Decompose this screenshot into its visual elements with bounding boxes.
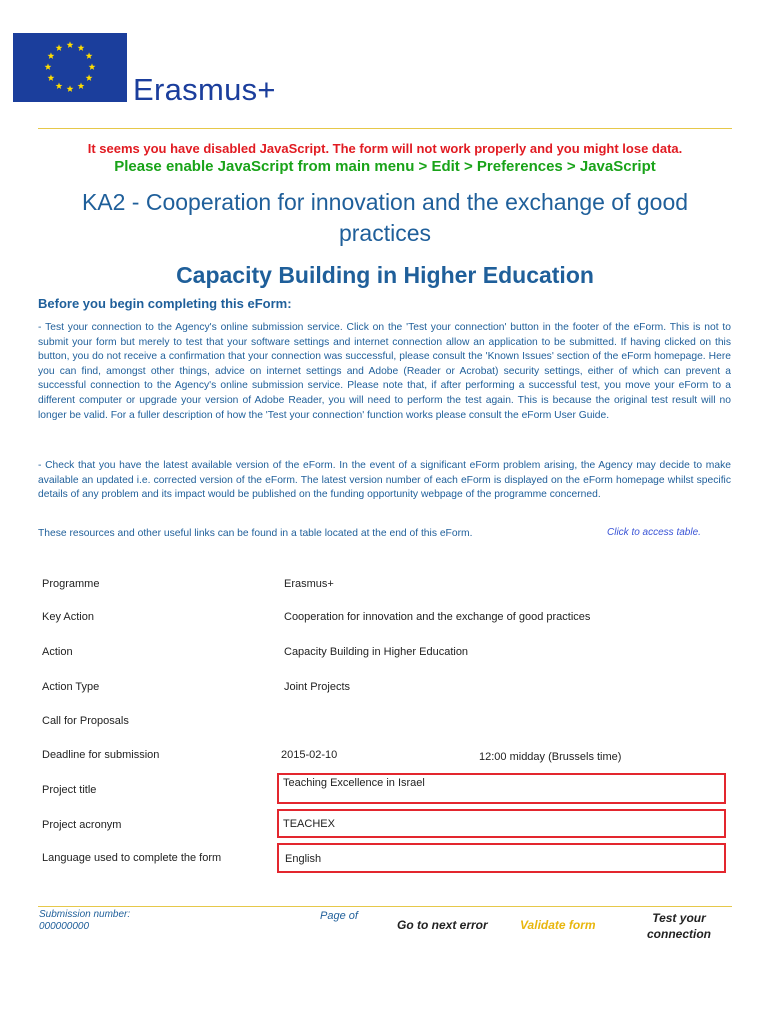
- submission-number-value: 000000000: [39, 921, 90, 932]
- javascript-disabled-warning: It seems you have disabled JavaScript. The form will not work properly and you might lose data.: [87, 141, 683, 156]
- deadline-label: Deadline for submission: [42, 749, 160, 761]
- deadline-time: 12:00 midday (Brussels time): [479, 751, 622, 763]
- programme-value: Erasmus+: [284, 578, 334, 590]
- eu-star-icon: [78, 44, 85, 51]
- eu-star-icon: [67, 85, 74, 92]
- eu-star-icon: [89, 63, 96, 70]
- javascript-enable-instructions: Please enable JavaScript from main menu > Edit > Preferences > JavaScript: [114, 158, 656, 175]
- footer-divider: [38, 906, 732, 907]
- intro-heading: Before you begin completing this eForm:: [38, 296, 292, 311]
- eu-star-icon: [67, 41, 74, 48]
- intro-paragraph-test-connection: - Test your connection to the Agency's online submission service. Click on the 'Test your connection' button in the footer of the eForm. This is not to submit your form but merely to test that your software settings and internet connection allow an application to be submitted. If having clicked on this button, you do not receive a confirmation that your connection was successful, please consult the 'Known Issues' section of the eForm homepage. Here you can find, amongst other things, advice on internet settings and Adobe (Reader or Acrobat) security settings, either of which can prevent a successful connection to the Agency's online submission service. Please note that, if after performing a successful test, you move your eForm to a different computer or upgrade your version of Adobe Reader, you will need to perform the test again. This is because the original test result will no longer be valid. For a fuller description of how the 'Test your connection' function works please consult the eForm User Guide.: [38, 322, 731, 421]
- action-label: Action: [42, 646, 73, 658]
- project-title-field[interactable]: Teaching Excellence in Israel: [277, 773, 726, 804]
- erasmus-brand: Erasmus+: [133, 72, 276, 107]
- action-type-value: Joint Projects: [284, 681, 351, 693]
- test-connection-button[interactable]: [636, 910, 722, 942]
- eu-star-icon: [86, 74, 93, 81]
- submission-number-label: Submission number:: [39, 909, 131, 920]
- top-divider: [38, 128, 732, 129]
- eu-stars-icon: [13, 33, 127, 102]
- key-action-value: Cooperation for innovation and the exchange of good practices: [284, 611, 591, 623]
- validate-form-button[interactable]: Validate form: [520, 918, 596, 932]
- deadline-date: 2015-02-10: [281, 749, 338, 761]
- action-type-label: Action Type: [42, 681, 100, 693]
- eu-star-icon: [48, 52, 55, 59]
- project-title-label: Project title: [42, 784, 97, 796]
- key-action-label: Key Action: [42, 611, 94, 623]
- language-select[interactable]: English: [277, 843, 726, 873]
- project-acronym-label: Project acronym: [42, 819, 122, 831]
- eu-star-icon: [56, 82, 63, 89]
- programme-label: Programme: [42, 578, 100, 590]
- eu-star-icon: [78, 82, 85, 89]
- intro-paragraph-latest-version: - Check that you have the latest available version of the eForm. In the event of a significant eForm problem arising, the Agency may decide to make available an updated i.e. corrected version of the eForm. The latest version number of each eForm is displayed on the eForm homepage whilst specific details of any problem and its impact would be published on the funding opportunity webpage of the programme concerned.: [38, 460, 731, 501]
- go-to-next-error-button[interactable]: Go to next error: [397, 918, 488, 932]
- eu-star-icon: [86, 52, 93, 59]
- eu-star-icon: [48, 74, 55, 81]
- test-connection-label-line2: connection: [646, 927, 711, 941]
- call-for-proposals-label: Call for Proposals: [42, 715, 129, 727]
- project-acronym-field[interactable]: TEACHEX: [277, 809, 726, 838]
- access-table-link[interactable]: Click to access table.: [607, 527, 701, 538]
- page-indicator: Page of: [320, 910, 358, 922]
- action-value: Capacity Building in Higher Education: [284, 646, 469, 658]
- submission-number: [39, 909, 130, 933]
- test-connection-label-line1: Test your: [652, 911, 706, 925]
- eu-star-icon: [56, 44, 63, 51]
- language-label: Language used to complete the form: [42, 852, 222, 864]
- resources-note: These resources and other useful links can be found in a table located at the end of this eForm.: [38, 528, 473, 539]
- page-title: KA2 - Cooperation for innovation and the exchange of good practices: [81, 189, 689, 246]
- eu-star-icon: [45, 63, 52, 70]
- eu-flag-logo: [13, 33, 127, 102]
- page-subtitle: Capacity Building in Higher Education: [176, 262, 594, 288]
